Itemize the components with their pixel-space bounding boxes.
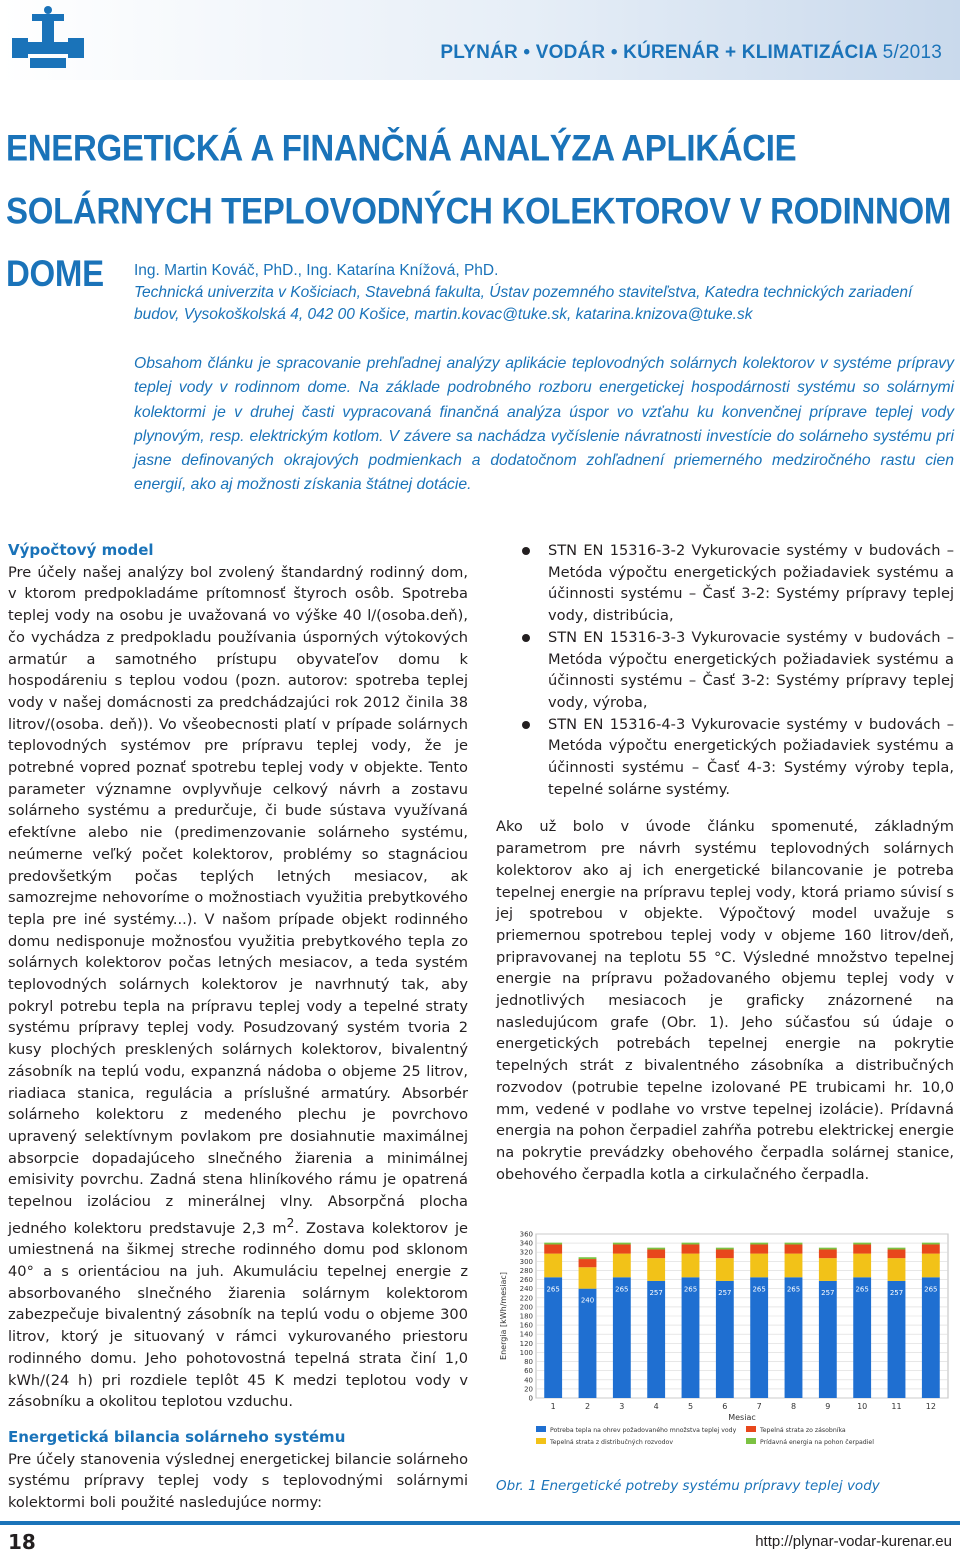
legend-swatch: [746, 1438, 756, 1444]
data-label: 257: [889, 1288, 904, 1297]
bar-segment: [819, 1249, 837, 1258]
bar-segment: [888, 1248, 906, 1250]
x-tick-label: 10: [857, 1402, 868, 1411]
legend-entry: Potreba tepla na ohrev požadovaného množstva teplej vody: [550, 1427, 737, 1434]
legend-swatch: [746, 1426, 756, 1432]
legend-entry: Tepelná strata z distribučných rozvodov: [550, 1439, 673, 1446]
bar-segment: [647, 1248, 665, 1250]
x-tick-label: 7: [756, 1402, 762, 1411]
bar-segment: [613, 1277, 631, 1398]
bar-segment: [647, 1258, 665, 1281]
y-tick-label: 160: [519, 1321, 533, 1330]
bar-segment: [785, 1243, 803, 1245]
issue-number: 5/2013: [882, 42, 942, 63]
bar-segment: [716, 1249, 734, 1258]
bar-segment: [888, 1258, 906, 1281]
y-tick-label: 280: [519, 1266, 533, 1275]
y-tick-label: 140: [519, 1330, 533, 1339]
data-label: 265: [924, 1285, 938, 1294]
y-tick-label: 180: [519, 1312, 533, 1321]
bar-segment: [544, 1243, 562, 1245]
x-tick-label: 4: [653, 1402, 659, 1411]
legend-entry: Prídavná energia na pohon čerpadiel: [760, 1439, 874, 1446]
y-tick-label: 120: [519, 1339, 533, 1348]
bar-segment: [750, 1243, 768, 1245]
section-text-model: Pre účely našej analýzy bol zvolený štandardný rodinný dom, v ktorom predpokladáme prítomnosť štyroch osôb. Spotreba teplej vody na osobu je uvažovaná vo výške 40 l/(osoba.deň), čo vychádza z predpokladu používania úsporných výtokových armatúr a samotného prístupu obyvateľov domu k hospodáreniu s teplou vodou (pozn. autorov: spotreba teplej vody v našej domácnosti za predchádzajúci rok 2012 činila 38 litrov/(osoba. deň)). Vo všeobecnosti platí v prípade solárnych teplovodných systémov pre prípravu teplej vody, že je potrebné vopred poznať spotrebu teplej vody v objekte. Tento parameter významne ovplyvňuje celkový návrh a zostavu solárneho systému a predurčuje, či bude sústava využívaná efektívne alebo nie (predimenzovanie solárneho systému, neúmerne veľký počet kolektorov, problémy so stagnáciou predovšetkým počas teplých letných mesiacov, ak samozrejme nehovoríme o možnostiach využitia prebytkového tepla pre iné systémy...). V našom prípade objekt rodinného domu nedisponuje možnosťou využitia prebytkového tepla zo solárnych kolektorov počas letných mesiacov, a teda systém teplovodných solárnych kolektorov je navrhnutý tak, aby pokryl potrebu tepla na prípravu teplej vody a tepelné straty systému prípravy teplej vody. Posudzovaný systém tvoria 2 kusy plochých presklených solárnych kolektorov, bivalentný zásobník na teplú vodu, expanzná nádoba o objeme 25 litrov, riadiaca stanica, regulácia a príslušné armatúry. Absorbér solárneho kolektoru z medeného plechu je povrchovo upravený selektívnym povlakom pre dosiahnutie maximálnej absorpcie dopadajúceho slnečného žiarenia a minimálnej emisivity povrchu. Zadná stena hliníkového rámu je opatrená tepelnou izoláciou z minerálnej vlny. Absorpčná plocha jedného kolektoru predstavuje 2,3 $m^2$. Zostava kolektorov je umiestnená na šikmej streche rodinného domu pod sklonom 40° a s orientáciou na juh. Akumuláciu tepelnej energie z absorbovaného slnečného žiarenia solárnym kolektorom zabezpečuje bivalentný zásobník na teplú vodu o objeme 300 litrov, ktorý je situovaný v rámci vykurovaného priestoru rodinného domu. Jeho pohotovostná tepelná strata činí 1,0 kWh/(24 h) pri rozdiele teplôt 45 K medzi teplotou vody v zásobníku a okolitou teplotou vzduchu.: [8, 563, 468, 1411]
bar-segment: [819, 1258, 837, 1281]
footer-divider: [0, 1521, 960, 1525]
bar-segment: [682, 1244, 700, 1253]
bar-segment: [785, 1244, 803, 1253]
section-heading-model: Výpočtový model: [8, 541, 154, 559]
footer-url: http://plynar-vodar-kurenar.eu: [755, 1533, 952, 1550]
spacer: [8, 1413, 468, 1427]
abstract: Obsahom článku je spracovanie prehľadnej analýzy aplikácie teplovodných solárnych kolektorov v systéme prípravy teplej vody v rodinnom dome. Na základe podrobného rozboru energetickej hospodárnosti systému so solárnymi kolektormi je v druhej časti vypracovaná finančná analýza úspor vo vzťahu ku konvenčnej príprave teplej vody plynovým, resp. elektrickým kotlom. V závere sa nachádza vyčíslenie návratnosti investície do solárneho systému pri jasne definovaných okrajových podmienkach a dodatočnom zohľadnení priemerného medziročného rastu cien energií, ako aj možnosti získania štátnej dotácie.: [134, 355, 954, 494]
y-tick-label: 200: [519, 1303, 533, 1312]
bar-segment: [613, 1254, 631, 1278]
bar-segment: [750, 1244, 768, 1253]
author-affiliation: Technická univerzita v Košiciach, Stavebná fakulta, Ústav pozemného staviteľstva, Katedra technických zariadení budov, Vysokoškolská 4, 042 00 Košice, martin.kovac@tuke.sk, katarina.knizova@tuke.sk: [134, 284, 913, 323]
bar-segment: [750, 1277, 768, 1398]
x-axis-label: Mesiac: [728, 1413, 756, 1422]
bar-segment: [579, 1257, 597, 1259]
y-tick-label: 300: [519, 1257, 533, 1266]
data-label: 265: [546, 1285, 560, 1294]
y-axis-label: Energia [kWh/mesiac]: [499, 1272, 508, 1360]
data-label: 257: [821, 1288, 835, 1297]
norms-list: [496, 540, 954, 800]
chart-svg: [496, 1226, 954, 1476]
bar-segment: [682, 1277, 700, 1398]
y-tick-label: 340: [519, 1239, 533, 1248]
bar-segment: [853, 1277, 871, 1398]
bar-segment: [922, 1277, 940, 1398]
bar-segment: [544, 1254, 562, 1278]
author-names: Ing. Martin Kováč, PhD., Ing. Katarína Knížová, PhD.: [134, 262, 499, 279]
bar-segment: [785, 1277, 803, 1398]
bar-segment: [716, 1281, 734, 1398]
x-tick-label: 8: [790, 1402, 797, 1411]
y-tick-label: 0: [528, 1394, 533, 1403]
section-text-balance: Pre účely stanovenia výslednej energetickej bilancie solárneho systému prípravy teplej vody s teplovodnými solárnymi kolektormi boli použité nasledujúce normy:: [8, 1450, 468, 1512]
bar-segment: [750, 1254, 768, 1278]
bar-segment: [544, 1277, 562, 1398]
magazine-name: PLYNÁR • VODÁR • KÚRENÁR + KLIMATIZÁCIA: [440, 42, 878, 63]
figure-caption: Obr. 1 Energetické potreby systému prípravy teplej vody: [496, 1478, 880, 1494]
y-tick-label: 60: [524, 1367, 533, 1376]
bar-segment: [922, 1254, 940, 1278]
y-tick-label: 240: [519, 1285, 533, 1294]
bar-segment: [613, 1243, 631, 1245]
bar-segment: [682, 1254, 700, 1278]
y-tick-label: 360: [519, 1230, 533, 1239]
bar-segment: [647, 1281, 665, 1398]
y-tick-label: 40: [524, 1376, 533, 1385]
data-label: 240: [580, 1296, 595, 1305]
article-title: ENERGETICKÁ A FINANČNÁ ANALÝZA APLIKÁCIE SOLÁRNYCH TEPLOVODNÝCH KOLEKTOROV V RODINNOM DOME: [6, 127, 952, 294]
x-tick-label: 12: [925, 1402, 936, 1411]
y-tick-label: 320: [519, 1248, 533, 1257]
list-item: STN EN 15316-4-3 Vykurovacie systémy v budovách – Metóda výpočtu energetických požiadaviek systému a účinnosti systému – Časť 4-3: Systémy výroby tepla, tepelné solárne systémy.: [496, 714, 954, 801]
bar-segment: [647, 1249, 665, 1258]
magazine-header: [440, 42, 942, 64]
y-tick-label: 20: [524, 1385, 533, 1394]
y-tick-label: 100: [519, 1348, 533, 1357]
x-tick-label: 1: [550, 1402, 556, 1411]
legend-swatch: [536, 1438, 546, 1444]
bar-segment: [785, 1254, 803, 1278]
bar-segment: [922, 1244, 940, 1253]
bar-segment: [579, 1267, 597, 1288]
energy-chart: [496, 1226, 954, 1476]
data-label: 265: [615, 1285, 629, 1294]
bar-segment: [716, 1248, 734, 1250]
bar-segment: [716, 1258, 734, 1281]
bar-segment: [579, 1289, 597, 1398]
data-label: 257: [649, 1288, 663, 1297]
x-tick-label: 6: [722, 1402, 728, 1411]
legend-entry: Tepelná strata zo zásobníka: [760, 1427, 846, 1434]
x-tick-label: 11: [891, 1402, 902, 1411]
data-label: 265: [683, 1285, 698, 1294]
y-tick-label: 220: [519, 1294, 533, 1303]
bar-segment: [888, 1249, 906, 1258]
left-column: [8, 540, 468, 1514]
bar-segment: [579, 1259, 597, 1267]
bar-segment: [853, 1243, 871, 1245]
bar-segment: [682, 1243, 700, 1245]
x-tick-label: 9: [825, 1402, 831, 1411]
bar-segment: [819, 1281, 837, 1398]
list-item: STN EN 15316-3-2 Vykurovacie systémy v budovách – Metóda výpočtu energetických požiadaviek systému a účinnosti systému – Časť 3-2: Systémy prípravy teplej vody, distribúcia,: [496, 540, 954, 627]
section-text-right: Ako už bolo v úvode článku spomenuté, základným parametrom pre návrh systému teplovodných solárnych kolektorov ako aj ich energetické bilancovanie je potreba tepelnej energie na prípravu teplej vody, ktorá priamo súvisí s jej spotrebou v objekte. Výpočtový model uvažuje s priemernou spotrebou teplej vody v objeme 160 litrov/deň, pripravovanej na teplotu 55 °C. Výsledné množstvo tepelnej energie na prípravu požadovaného objemu teplej vody v jednotlivých mesiacoch je graficky znázornené na nasledujúcom grafe (Obr. 1). Jeho súčasťou sú údaje o energetických potrebách tepelnej energie na pokrytie tepelných strát z bivalentného zásobníka a distribučných rozvodov (potrubie tepelne izolované PE trubicami hr. 10,0 mm, vedené v podlahe vo vrstve tepelnej izolácie). Prídavná energia na pohon čerpadiel zahŕňa potrebu elektrickej energie na pokrytie prevádzky obehového čerpadla solárnej stanice, obehového čerpadla kotla a cirkulačného čerpadla.: [496, 818, 954, 1183]
bar-segment: [888, 1281, 906, 1398]
bar-segment: [613, 1244, 631, 1253]
legend-swatch: [536, 1426, 546, 1432]
bar-segment: [853, 1254, 871, 1278]
author-block: [134, 260, 954, 326]
pipe-valve-icon: [6, 2, 90, 76]
bar-segment: [922, 1243, 940, 1245]
data-label: 265: [752, 1285, 766, 1294]
x-tick-label: 3: [619, 1402, 625, 1411]
bar-segment: [819, 1248, 837, 1250]
data-label: 257: [718, 1288, 732, 1297]
y-tick-label: 80: [524, 1358, 533, 1367]
superscript-2: 2: [286, 1215, 295, 1230]
bar-segment: [544, 1244, 562, 1253]
page-number: 18: [8, 1530, 36, 1554]
section-heading-balance: Energetická bilancia solárneho systému: [8, 1427, 346, 1446]
x-tick-label: 2: [584, 1402, 591, 1411]
bar-segment: [853, 1244, 871, 1253]
list-item: STN EN 15316-3-3 Vykurovacie systémy v budovách – Metóda výpočtu energetických požiadaviek systému a účinnosti systému – Časť 3-2: Systémy prípravy teplej vody, výroba,: [496, 627, 954, 714]
right-column: [496, 540, 954, 1185]
x-tick-label: 5: [687, 1402, 694, 1411]
data-label: 265: [786, 1285, 801, 1294]
header-band: [0, 0, 960, 80]
y-tick-label: 260: [519, 1276, 533, 1285]
data-label: 265: [855, 1285, 869, 1294]
